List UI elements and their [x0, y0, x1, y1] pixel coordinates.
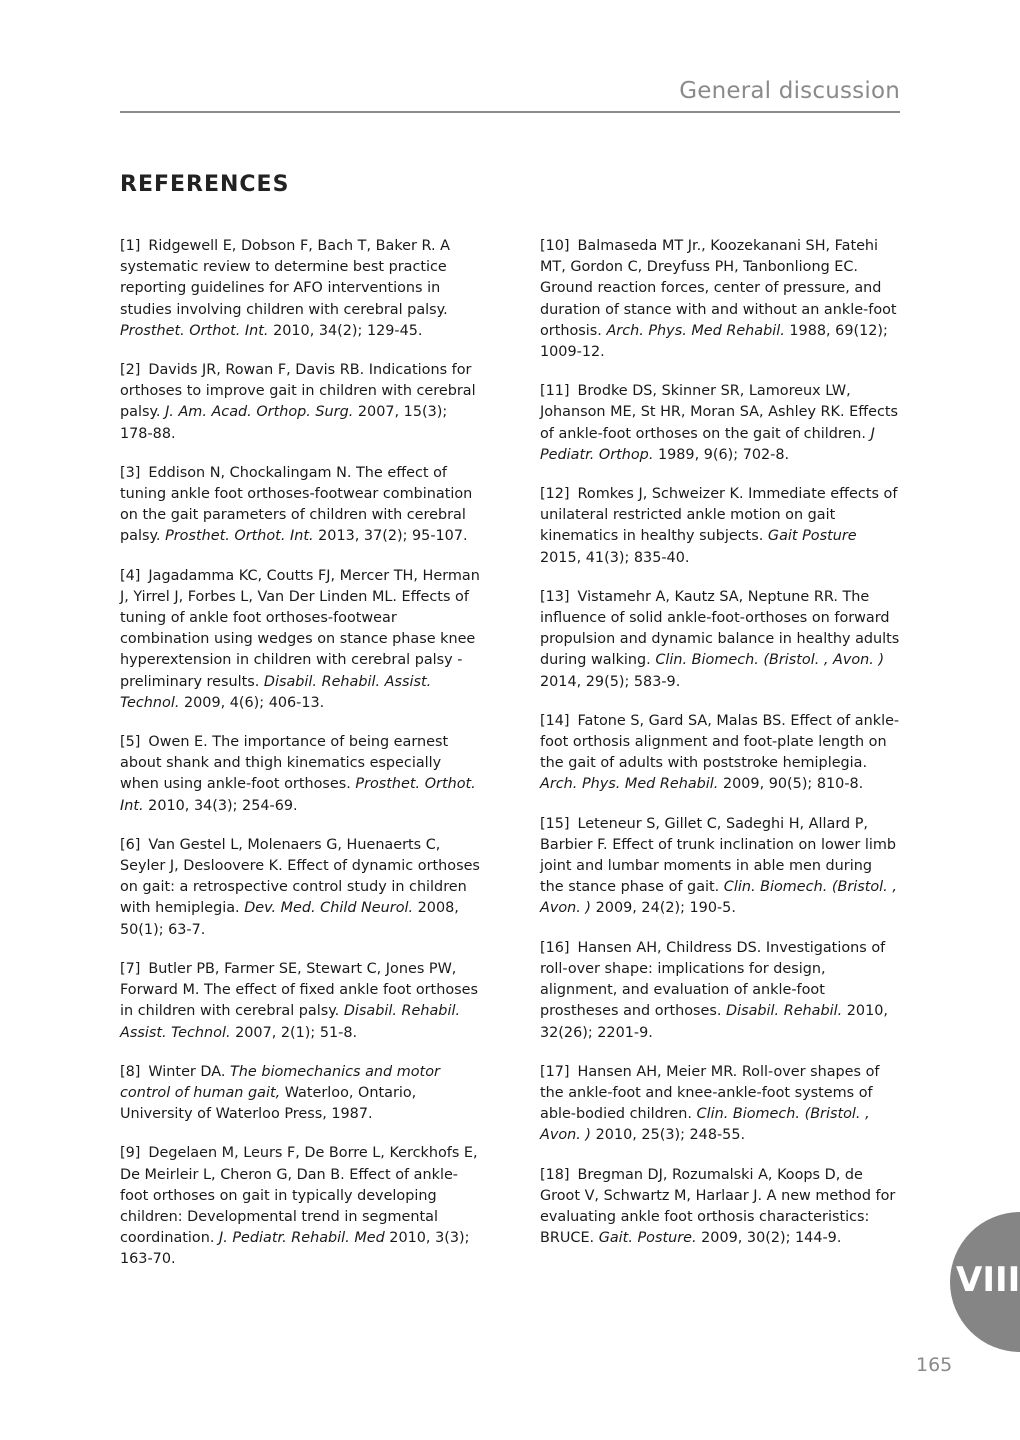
reference-journal: Clin. Biomech. (Bristol. , Avon. )	[655, 652, 885, 669]
reference-text: Degelaen M, Leurs F, De Borre L, Kerckhofs E, De Meirleir L, Cheron G, Dan B. Effect of ankle-foot orthoses on gait in typically developing children: Developmental trend in segmental coordination.	[120, 1145, 478, 1247]
reference-citation: 2009, 90(5); 810-8.	[718, 776, 864, 793]
reference-item	[120, 732, 480, 817]
reference-item	[120, 236, 480, 342]
reference-journal: J. Am. Acad. Orthop. Surg.	[165, 404, 354, 421]
reference-item	[540, 1062, 900, 1147]
reference-number: [17]	[540, 1063, 570, 1080]
reference-citation: 2010, 32(26); 2201-9.	[540, 1003, 888, 1041]
reference-journal: J. Pediatr. Rehabil. Med	[218, 1230, 385, 1247]
reference-item	[540, 711, 900, 796]
reference-item	[540, 381, 900, 466]
reference-citation: 2008, 50(1); 63-7.	[120, 900, 459, 938]
reference-text: Hansen AH, Meier MR. Roll-over shapes of the ankle-foot and knee-ankle-foot systems of able-bodied children.	[540, 1063, 880, 1123]
references-column-left	[120, 236, 480, 1289]
reference-citation: 1988, 69(12); 1009-12.	[540, 322, 888, 361]
reference-text: Romkes J, Schweizer K. Immediate effects of unilateral restricted ankle motion on gait kinematics in healthy subjects.	[540, 486, 898, 545]
reference-citation: 2009, 24(2); 190-5.	[591, 900, 736, 917]
reference-number: [1]	[120, 238, 141, 254]
reference-text: Brodke DS, Skinner SR, Lamoreux LW, Johanson ME, St HR, Moran SA, Ashley RK. Effects of ankle-foot orthoses on the gait of children.	[540, 383, 899, 442]
reference-number: [10]	[540, 238, 570, 254]
reference-journal: Disabil. Rehabil.	[726, 1003, 843, 1020]
reference-item	[540, 814, 900, 920]
reference-citation: 2010, 3(3); 163-70.	[120, 1230, 470, 1268]
reference-number: [12]	[540, 486, 570, 503]
chapter-tab-label: VIII	[956, 1260, 1020, 1300]
reference-journal: Dev. Med. Child Neurol.	[244, 900, 414, 917]
reference-book-title: The biomechanics and motor control of human gait,	[120, 1063, 440, 1101]
reference-citation: 2014, 29(5); 583-9.	[540, 673, 681, 690]
page-number: 165	[916, 1354, 953, 1376]
reference-journal: Prosthet. Orthot. Int.	[120, 322, 269, 339]
reference-journal: Prosthet. Orthot. Int.	[165, 528, 314, 545]
reference-item	[120, 959, 480, 1044]
chapter-tab	[950, 1212, 1020, 1352]
reference-number: [5]	[120, 734, 141, 751]
reference-citation: 2007, 2(1); 51-8.	[230, 1024, 358, 1041]
reference-number: [18]	[540, 1166, 570, 1183]
reference-citation: 2009, 30(2); 144-9.	[696, 1230, 842, 1247]
reference-item	[120, 360, 480, 445]
reference-text: Ridgewell E, Dobson F, Bach T, Baker R. A systematic review to determine best practice reporting guidelines for AFO interventions in studies involving children with cerebral palsy.	[120, 238, 450, 318]
reference-number: [14]	[540, 712, 570, 729]
reference-item	[540, 587, 900, 693]
reference-text: Butler PB, Farmer SE, Stewart C, Jones PW, Forward M. The effect of fixed ankle foot orthoses in children with cerebral palsy.	[120, 960, 478, 1020]
reference-item	[540, 938, 900, 1044]
reference-number: [15]	[540, 815, 570, 832]
reference-text: Winter DA.	[148, 1063, 230, 1080]
reference-number: [11]	[540, 383, 570, 400]
reference-text: Hansen AH, Childress DS. Investigations of roll-over shape: implications for design, alignment, and evaluation of ankle-foot prostheses and orthoses.	[540, 939, 886, 1020]
reference-citation: 2015, 41(3); 835-40.	[540, 549, 690, 566]
reference-item	[540, 1165, 900, 1250]
reference-journal: Prosthet. Orthot. Int.	[120, 776, 476, 814]
reference-number: [8]	[120, 1063, 141, 1080]
reference-number: [6]	[120, 836, 141, 853]
reference-number: [2]	[120, 362, 141, 379]
reference-journal: Disabil. Rehabil. Assist. Technol.	[120, 1003, 461, 1041]
reference-citation: 2007, 15(3); 178-88.	[120, 404, 448, 442]
reference-item	[540, 484, 900, 569]
reference-item	[120, 566, 480, 714]
reference-item	[120, 1062, 480, 1126]
reference-item	[540, 236, 900, 363]
reference-journal: J Pediatr. Orthop.	[540, 425, 875, 463]
references-column-right	[540, 236, 900, 1267]
reference-text: Vistamehr A, Kautz SA, Neptune RR. The influence of solid ankle-foot-orthoses on forward propulsion and dynamic balance in healthy adults during walking.	[540, 588, 900, 669]
reference-text: Davids JR, Rowan F, Davis RB. Indications for orthoses to improve gait in children with cerebral palsy.	[120, 362, 476, 421]
reference-text: Leteneur S, Gillet C, Sadeghi H, Allard P, Barbier F. Effect of trunk inclination on lower limb joint and lumbar moments in able men during the stance phase of gait.	[540, 815, 897, 896]
reference-journal: Clin. Biomech. (Bristol. , Avon. )	[540, 1106, 870, 1144]
reference-citation: 2009, 4(6); 406-13.	[179, 694, 325, 711]
reference-number: [9]	[120, 1145, 141, 1162]
reference-number: [13]	[540, 588, 570, 605]
reference-citation: 2013, 37(2); 95-107.	[313, 528, 468, 545]
reference-citation: 1989, 9(6); 702-8.	[653, 446, 790, 463]
header-rule	[120, 111, 900, 113]
reference-text: Eddison N, Chockalingam N. The effect of tuning ankle foot orthoses-footwear combination on the gait parameters of children with cerebral palsy.	[120, 464, 473, 545]
reference-number: [7]	[120, 960, 141, 977]
reference-citation: 2010, 34(2); 129-45.	[268, 322, 423, 339]
reference-number: [4]	[120, 567, 141, 584]
reference-journal: Disabil. Rehabil. Assist. Technol.	[120, 673, 432, 711]
reference-text: Van Gestel L, Molenaers G, Huenaerts C, Seyler J, Desloovere K. Effect of dynamic orthoses on gait: a retrospective control study in children with hemiplegia.	[120, 836, 480, 917]
running-head-title: General discussion	[679, 78, 900, 104]
reference-text: Fatone S, Gard SA, Malas BS. Effect of ankle-foot orthosis alignment and foot-plate length on the gait of adults with poststroke hemiplegia.	[540, 712, 900, 772]
reference-journal: Gait. Posture.	[598, 1230, 697, 1247]
reference-journal: Arch. Phys. Med Rehabil.	[540, 776, 719, 793]
reference-journal: Clin. Biomech. (Bristol. , Avon. )	[540, 879, 897, 917]
reference-citation: 2010, 34(3); 254-69.	[143, 797, 298, 814]
reference-journal: Arch. Phys. Med Rehabil.	[606, 322, 785, 339]
reference-citation: 2010, 25(3); 248-55.	[591, 1127, 746, 1144]
reference-citation: Waterloo, Ontario, University of Waterloo Press, 1987.	[120, 1084, 417, 1123]
reference-journal: Gait Posture	[767, 528, 857, 545]
reference-text: Bregman DJ, Rozumalski A, Koops D, de Groot V, Schwartz M, Harlaar J. A new method for evaluating ankle foot orthosis characteristics: BRUCE.	[540, 1166, 896, 1247]
reference-text: Balmaseda MT Jr., Koozekanani SH, Fatehi MT, Gordon C, Dreyfuss PH, Tanbonliong EC. Ground reaction forces, center of pressure, and duration of stance with and without an ankle-foot orthosis.	[540, 238, 897, 339]
reference-text: Jagadamma KC, Coutts FJ, Mercer TH, Herman J, Yirrel J, Forbes L, Van Der Linden ML. Effects of tuning of ankle foot orthoses-footwear combination using wedges on stance phase knee hyperextension in children with cerebral palsy - preliminary results.	[120, 567, 480, 690]
reference-text: Owen E. The importance of being earnest about shank and thigh kinematics especially when using ankle-foot orthoses.	[120, 734, 449, 793]
reference-item	[120, 1143, 480, 1270]
reference-item	[120, 463, 480, 548]
section-title: REFERENCES	[120, 172, 290, 197]
reference-number: [16]	[540, 939, 570, 956]
reference-item	[120, 835, 480, 941]
reference-number: [3]	[120, 464, 141, 481]
